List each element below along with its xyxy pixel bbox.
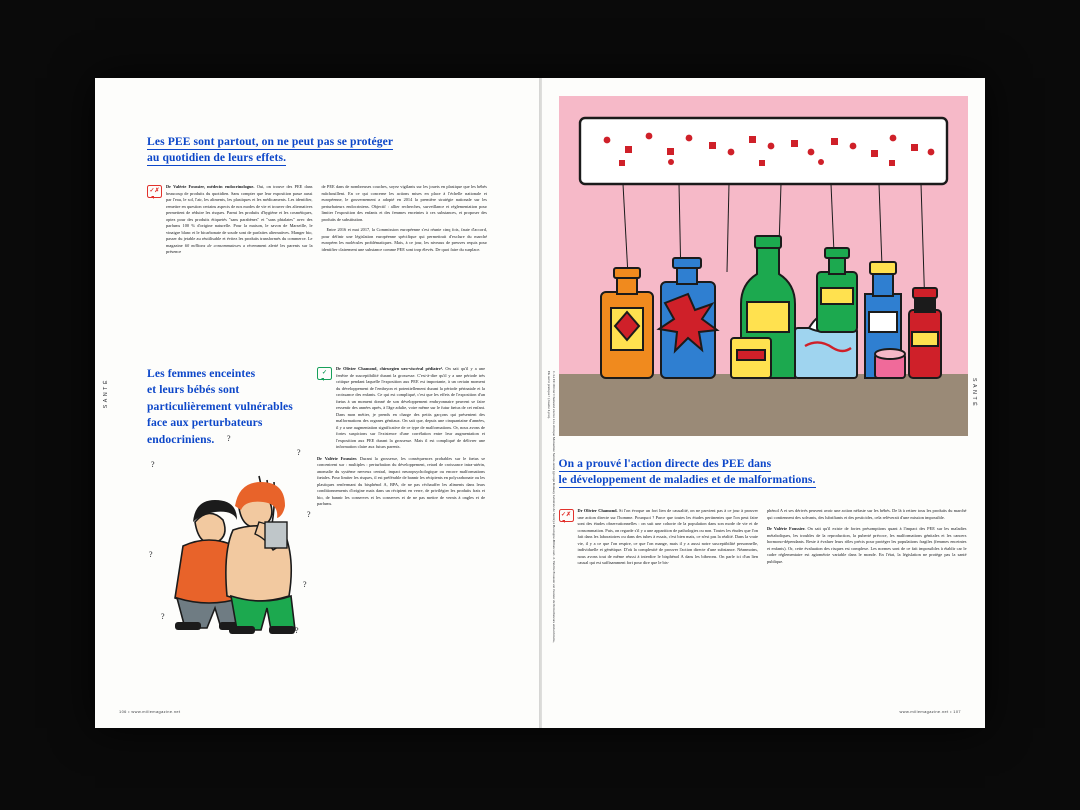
speaker-name-chamond-2: Dr Olivier Chamond. (577, 508, 618, 513)
right-headline-1-line2: le développement de maladies et de malformations. (558, 473, 816, 487)
right-col1-paragraph: Si l'on évoque un fort lien de causalité, on ne parvient pas à ce jour à prouver une action directe sur l'homme. Pourquoi ? Parce que toutes les études pertinentes que l'on peut faire sont des études observationnelles : on suit une cohorte de la population dans son mode de vie et de consommation. Puis, on regarde s'il y a une apparition de pathologies ou non. Toutes les études que l'on fait dans les laboratoires ou dans des tubes à essais, c'est bien mais, ce n'est pas la réalité. Dans la vraie vie, il y a ce que l'on respire, ce que l'on mange, mais il y a aussi notre susceptibilité personnelle, individuelle et génétique. D'où la complexité de prouver l'action directe d'une substance. Néanmoins, nous avons tout de même réussi à interdire le bisphénol A dans les biberons. On parle ici d'un lien causal qui est suffisamment fort pour dire que le bis- (577, 508, 758, 566)
left-page (95, 78, 541, 728)
left-col1-italic: 60 millions de consommateurs (184, 242, 241, 248)
couple-svg (147, 430, 317, 638)
left-col3-paragraph-2-wrap (317, 456, 485, 508)
side-label-right: SANTÉ (971, 378, 977, 409)
question-mark-icon: ? (151, 460, 155, 469)
left-headline-2-line1: Les femmes enceintes (147, 367, 256, 380)
speech-bubble-red-icon: ✓✗ (559, 509, 574, 522)
left-headline-2-line4: face aux perturbateurs (147, 416, 263, 430)
left-column-3 (317, 366, 485, 508)
question-mark-icon: ? (227, 434, 231, 443)
magazine-spread (95, 78, 985, 728)
right-col2-paragraph-1: phénol A et ses dérivés peuvent avoir une action néfaste sur les bébés. De là à retirer tous les produits du marché qui contiennent des solvants, des lubrifiants et des pesticides, cela relèverait d'une mission impossible. (767, 508, 967, 520)
right-page (541, 78, 986, 728)
right-column-2 (767, 508, 967, 567)
folio-right: www.millemagazine.net • 107 (899, 709, 961, 714)
question-mark-icon: ? (303, 580, 307, 589)
artwork-svg (559, 96, 968, 436)
left-col2-paragraph-1: de PEE dans de nombreuses couches, soyez vigilants sur les jouets en plastique que les bébés mâchouillent. En ce qui concerne les actions mises en place à l'échelle nationale et européenne, le gouvernement a adopté en 2014 la première stratégie nationale sur les perturbateurs endocriniens. Objectif : allier recherches, surveillance et réglementation pour limiter l'exposition des enfants et des femmes enceintes à ces substances, et proposer des produits de substitution. (321, 184, 487, 222)
left-col3-paragraph-1: On sait qu'il y a une fenêtre de susceptibilité durant la grossesse. C'est-à-dire qu'il y a une période très critique pendant laquelle l'exposition aux PEE est importante, à un certain moment du développement de l'embryon et potentiellement durant la période périnatale et la croissance des enfants. Ce qui est compliqué, c'est que les effets de l'exposition d'un fœtus à un moment donné de son développement embryonnaire peuvent se faire ressentir des années après, à l'âge adulte, voire même sur le futur fœtus de cet enfant. Dans mon métier, je prends en charge des petits garçons qui présentent des malformations des organes génitaux. On sait que, depuis une cinquantaine d'années, il y a une augmentation significative de ce type de malformations. Or, nous avons de fortes suspicions sur l'existence d'une corrélation entre leur augmentation et l'exposition aux PEE durant la grossesse. Mais il est compliqué de délivrer une information claire aux futurs parents. (336, 366, 485, 450)
right-body-block (559, 508, 967, 567)
left-headline-2-line5: endocriniens. (147, 432, 215, 446)
left-headline-1-line2: au quotidien de leurs effets. (147, 151, 287, 165)
right-column-1 (559, 508, 759, 567)
left-col2-paragraph-2: Entre 2016 et mai 2017, la Commission européenne s'est réunie cinq fois, faute d'accord, pour définir une législation européenne spécifique qui permettrait d'exclure du marché européen les molécules problématiques. Mais, à ce jour, les niveaux de preuves requis pour identifier clairement une substance comme PEE sont trop élevés. De quoi faire du surplace. (321, 227, 487, 252)
pregnant-couple-illustration (147, 430, 317, 638)
speaker-name-chamond: Dr Olivier Chamond, chirurgien uro-viscéral pédiatre². (336, 366, 444, 371)
left-headline-1 (147, 134, 437, 167)
spread-gutter (539, 78, 542, 728)
question-mark-icon: ? (161, 612, 165, 621)
speaker-name-foussier: Dr Valérie Foussier, médecin endocrinologue. (166, 184, 255, 189)
speaker-name-foussier-3: Dr Valérie Foussier. (767, 526, 806, 532)
question-mark-icon: ? (297, 448, 301, 457)
footnote-credits: 1. Le Dr Olivier Chamond exerce à la clinique Mutualiste Sainte-Anne (groupe Ramsay Générale de Santé) à Boulogne-Billancourt. 2. Valérie Foussier est l'auteur de Perturbateurs endocriniens, Du suivi pratique ! (Josette Lyon). (546, 371, 556, 643)
left-col3-paragraph-2: Durant la grossesse, les conséquences probables sur le fœtus se concentrent sur : multiples : perturbation du développement, retard de croissance intra-utérin, anomalie du système nerveux central, impact neuropsychologique ou encore malformations fœtales. Pour limiter les risques, il est préférable de bannir les récipients en polycarbonate ou les plastiques renfermant du bisphénol A, BPA, de ne pas réchauffer les aliments dans leurs conditionnements d'origine mais dans un récipient en verre, de privilégier les produits frais et bio, de bannir les conserves et les conserves et de ne pas mettre de vernis à ongles et de parfums. (317, 455, 486, 507)
side-label-left: SANTÉ (103, 378, 109, 409)
right-col2-paragraph-2: On sait qu'il existe de fortes présomptions quant à l'impact des PEE sur les maladies métaboliques, les troubles de la reproduction, la puberté précoce, les malformations génitales et les cancers hormono-dépendants. Reste à évaluer leurs rôles précis pour protéger les populations fragiles (femmes enceintes et enfants). Or, cette évaluation des risques est complexe. Les normes sont de ce fait impossibles à établir car le cadre réglementaire est agiométrie variable dans le monde. En l'état, la législation ne protège pas la santé publique. (767, 526, 967, 564)
left-headline-1-line1: Les PEE sont partout, on ne peut pas se protéger (147, 135, 394, 148)
right-headline-1 (559, 456, 959, 489)
household-products-illustration (559, 96, 968, 436)
question-mark-icon: ? (307, 510, 311, 519)
left-column-2 (322, 184, 488, 256)
left-body-block-1 (147, 184, 487, 256)
right-headline-1-line1: On a prouvé l'action directe des PEE dans (558, 457, 772, 470)
left-col1-paragraph-end: a récemment alerté les parents sur la présence (166, 242, 313, 255)
speech-bubble-green-icon: ✓ (317, 367, 332, 380)
speaker-name-foussier-2: Dr Valérie Foussier. (317, 455, 357, 461)
folio-left: 106 • www.millemagazine.net (119, 709, 181, 714)
left-col1-paragraph: Oui, on trouve des PEE dans beaucoup de produits du quotidien. Sans compter que leur exposition passe aussi par l'eau, le sol, l'air, les aliments, les plastiques et les médicaments. Les identifier, remettre en question certains aspects de nos modes de vie et trouver des alternatives permettent de réduire les risques. Parmi les produits d'hygiène et les cosmétiques, optez pour des produits étiquetés "sans parabènes" et "sans phtalates" avec des parfums 100 % d'origine naturelle. Pour la maison, le savon de Marseille, le vinaigre blanc et le bicarbonate de soude sont de parfaites alternatives. Manger bio, passer du jetable au réutilisable et évitez les produits transformés du commerce. Le magazine (166, 184, 313, 248)
question-mark-icon: ? (295, 626, 299, 635)
question-mark-icon: ? (149, 550, 153, 559)
right-col2-paragraph-2-wrap (767, 526, 967, 565)
speech-bubble-red-icon: ✓✗ (147, 185, 162, 198)
left-headline-2-line3: particulièrement vulnérables (147, 399, 293, 413)
left-column-1 (147, 184, 313, 256)
left-headline-2-line2: et leurs bébés sont (147, 383, 240, 397)
